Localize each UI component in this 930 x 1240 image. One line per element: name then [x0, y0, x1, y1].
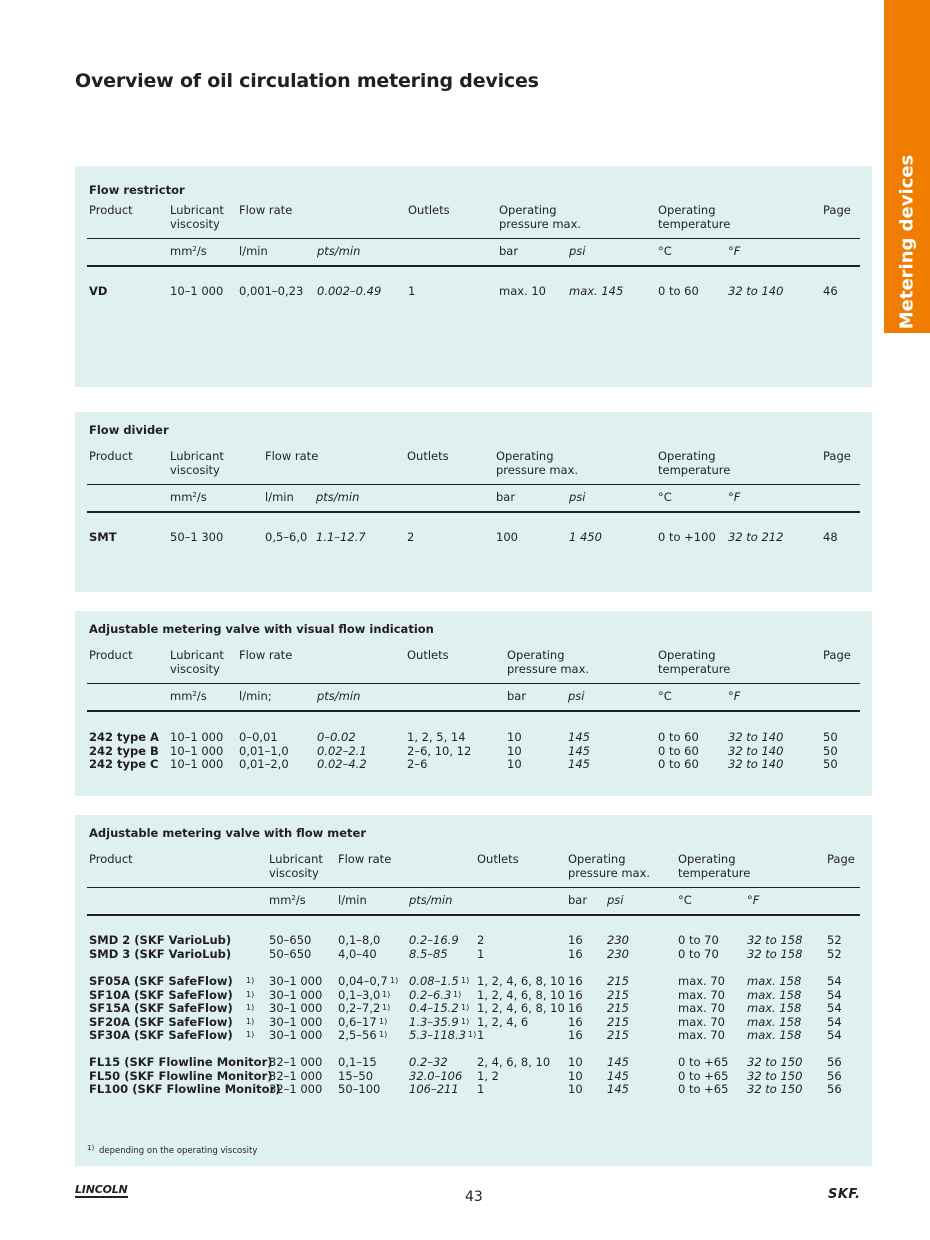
- product-name: SF10A (SKF SafeFlow): [89, 987, 233, 1002]
- footnote-mark: 1): [246, 989, 255, 999]
- column-header: Lubricant viscosity: [269, 852, 323, 880]
- product-name: 242 type B: [89, 743, 159, 758]
- unit-label: $mm^2/s$: [170, 490, 207, 504]
- table-cell: 0,01–2,0: [239, 757, 289, 771]
- footnote-mark: 1): [246, 976, 255, 985]
- table-cell: 0.2–6.3: [409, 987, 452, 1002]
- table-cell: 230: [607, 933, 629, 947]
- table-cell: 145: [568, 743, 590, 758]
- footnote-mark: 1): [379, 1016, 388, 1026]
- table-cell: 0.2–32: [409, 1055, 448, 1069]
- table-cell: 1, 2: [477, 1068, 499, 1083]
- table-cell: 30–1 000: [269, 1014, 323, 1029]
- column-header: Outlets: [407, 648, 449, 662]
- unit-label: bar: [499, 244, 519, 258]
- table-cell: 54: [827, 1028, 842, 1042]
- column-header: Operating temperature: [658, 648, 731, 676]
- unit-label: bar: [568, 893, 588, 907]
- unit-label: l/min: [239, 244, 268, 258]
- unit-label: $mm^2/s$: [170, 689, 207, 703]
- panel-title: Adjustable metering valve with flow meter: [89, 826, 367, 840]
- table-cell: 100: [496, 530, 518, 544]
- skf-logo: SKF.: [828, 1187, 861, 1202]
- product-name: VD: [89, 284, 108, 298]
- column-header: Product: [89, 852, 133, 866]
- unit-label: pts/min: [316, 490, 360, 504]
- table-cell: 54: [827, 987, 842, 1002]
- flow-restrictor-panel: [75, 166, 872, 387]
- table-cell: 0.2–16.9: [409, 933, 459, 947]
- footnote-mark: 1): [468, 1030, 477, 1039]
- table-cell: 32 to 150: [747, 1055, 803, 1069]
- table-cell: 215: [607, 1028, 629, 1042]
- table-cell: 1: [477, 946, 485, 961]
- column-header: Operating pressure max.: [507, 648, 590, 676]
- table-cell: 32 to 140: [728, 757, 784, 771]
- column-header: Page: [827, 852, 855, 866]
- panel-title: Flow divider: [89, 423, 169, 437]
- table-cell: 1, 2, 5, 14: [407, 730, 466, 744]
- table-cell: 30–1 000: [269, 1028, 323, 1042]
- column-header: Flow rate: [338, 852, 392, 866]
- product-name: SMD 3 (SKF VarioLub): [89, 946, 232, 961]
- table-cell: 32–1 000: [269, 1068, 323, 1083]
- table-cell: 1.3–35.9: [409, 1014, 459, 1029]
- visual-flow-valve-panel: [75, 611, 872, 796]
- column-header: Product: [89, 449, 133, 463]
- table-cell: 1, 2, 4, 6: [477, 1014, 529, 1029]
- table-cell: 0,001–0,23: [239, 284, 304, 298]
- table-cell: 10–1 000: [170, 730, 224, 744]
- table-cell: 0 to +65: [678, 1055, 729, 1069]
- column-header: Product: [89, 648, 133, 662]
- table-cell: 0 to 60: [658, 730, 699, 744]
- table-cell: 16: [568, 1001, 583, 1015]
- table-cell: max. 158: [747, 987, 802, 1002]
- column-header: Flow rate: [265, 449, 319, 463]
- table-cell: 16: [568, 974, 583, 988]
- column-header: Flow rate: [239, 203, 293, 217]
- table-cell: 10: [507, 743, 522, 758]
- column-header: Product: [89, 203, 133, 217]
- table-cell: 0 to 70: [678, 933, 719, 947]
- table-cell: 10–1 000: [170, 284, 224, 298]
- header-rule: [87, 238, 860, 239]
- table-cell: 0.08–1.5: [409, 974, 459, 988]
- flow-meter-valve-panel: [75, 815, 872, 1166]
- column-header: Page: [823, 449, 851, 463]
- flow-divider-panel: [75, 412, 872, 592]
- unit-label: °F: [728, 490, 741, 504]
- table-cell: 1 450: [569, 530, 602, 544]
- table-cell: 30–1 000: [269, 987, 323, 1002]
- table-cell: 10–1 000: [170, 757, 224, 771]
- table-cell: 32 to 140: [728, 284, 784, 298]
- unit-label: l/min;: [239, 689, 272, 703]
- product-name: FL100 (SKF Flowline Monitor): [89, 1082, 281, 1096]
- table-cell: 10–1 000: [170, 743, 224, 758]
- table-cell: 215: [607, 974, 629, 988]
- table-cell: 0.002–0.49: [317, 284, 382, 298]
- table-cell: 0 to 60: [658, 284, 699, 298]
- table-cell: 145: [607, 1082, 629, 1096]
- unit-label: pts/min: [409, 893, 453, 907]
- product-name: SF15A (SKF SafeFlow): [89, 1001, 233, 1015]
- table-cell: 0.02–4.2: [317, 757, 367, 771]
- unit-label: bar: [507, 689, 527, 703]
- table-cell: 32–1 000: [269, 1082, 323, 1096]
- column-header: Lubricant viscosity: [170, 449, 224, 477]
- header-rule: [87, 484, 860, 485]
- table-cell: 215: [607, 1001, 629, 1015]
- footnote-mark: 1): [461, 1003, 470, 1012]
- column-header: Operating temperature: [678, 852, 751, 880]
- table-cell: 0.4–15.2: [409, 1001, 459, 1015]
- unit-label: °F: [728, 689, 741, 703]
- product-name: SMT: [89, 530, 117, 544]
- table-cell: 50–100: [338, 1082, 381, 1096]
- table-cell: 32 to 150: [747, 1082, 803, 1096]
- table-cell: 0–0.02: [317, 730, 356, 744]
- unit-label: pts/min: [317, 689, 361, 703]
- footnote-mark: 1): [461, 1016, 470, 1026]
- table-cell: 215: [607, 1014, 629, 1029]
- header-rule-thick: [87, 511, 860, 513]
- table-cell: 30–1 000: [269, 974, 323, 988]
- table-cell: 1, 2, 4, 6, 8, 10: [477, 974, 565, 988]
- unit-label: °F: [747, 893, 760, 907]
- table-cell: 10: [507, 757, 522, 771]
- table-cell: 50–650: [269, 933, 312, 947]
- unit-label: °C: [658, 689, 672, 703]
- header-rule: [87, 887, 860, 888]
- footnote-text: depending on the operating viscosity: [99, 1146, 258, 1156]
- table-cell: max. 70: [678, 987, 725, 1002]
- table-cell: 0 to 60: [658, 743, 699, 758]
- column-header: Outlets: [477, 852, 519, 866]
- unit-label: $mm^2/s$: [170, 244, 207, 258]
- table-cell: 16: [568, 933, 583, 947]
- table-cell: max. 158: [747, 1028, 802, 1042]
- footnote-mark: 1): [461, 976, 470, 985]
- table-cell: 54: [827, 974, 842, 988]
- table-cell: 215: [607, 987, 629, 1002]
- unit-label: psi: [607, 893, 624, 907]
- table-cell: 15–50: [338, 1068, 374, 1083]
- table-cell: 2,5–56: [338, 1028, 377, 1042]
- table-cell: 0,5–6,0: [265, 530, 308, 544]
- header-rule-thick: [87, 265, 860, 267]
- product-name: SMD 2 (SKF VarioLub): [89, 933, 232, 947]
- column-header: Lubricant viscosity: [170, 203, 224, 231]
- table-cell: 0–0,01: [239, 730, 278, 744]
- column-header: Operating pressure max.: [499, 203, 582, 231]
- table-cell: 0,01–1,0: [239, 743, 289, 758]
- product-name: SF30A (SKF SafeFlow): [89, 1028, 233, 1042]
- table-cell: 0.02–2.1: [317, 743, 367, 758]
- table-cell: 2, 4, 6, 8, 10: [477, 1055, 551, 1069]
- table-cell: 56: [827, 1082, 842, 1096]
- table-cell: max. 158: [747, 974, 802, 988]
- section-tab: [884, 0, 930, 333]
- product-name: SF05A (SKF SafeFlow): [89, 974, 233, 988]
- table-cell: 0,1–3,0: [338, 987, 381, 1002]
- table-cell: 230: [607, 946, 629, 961]
- table-cell: 0 to +65: [678, 1082, 729, 1096]
- panel-title: Flow restrictor: [89, 183, 185, 197]
- section-tab-label: Metering devices: [896, 154, 918, 330]
- table-cell: 32 to 140: [728, 730, 784, 744]
- product-name: 242 type C: [89, 757, 159, 771]
- table-cell: 0 to +65: [678, 1068, 729, 1083]
- table-cell: 32 to 212: [728, 530, 784, 544]
- column-header: Operating temperature: [658, 203, 731, 231]
- table-cell: max. 158: [747, 1014, 802, 1029]
- footnote-mark: 1): [379, 1030, 388, 1039]
- table-cell: 32–1 000: [269, 1055, 323, 1069]
- unit-label: $mm^2/s$: [269, 893, 306, 907]
- column-header: Outlets: [408, 203, 450, 217]
- product-name: SF20A (SKF SafeFlow): [89, 1014, 233, 1029]
- column-header: Flow rate: [239, 648, 293, 662]
- unit-label: °C: [658, 490, 672, 504]
- footnote-mark: 1): [246, 1030, 255, 1039]
- table-cell: 54: [827, 1014, 842, 1029]
- table-cell: 145: [568, 730, 590, 744]
- column-header: Operating temperature: [658, 449, 731, 477]
- page-title: Overview of oil circulation metering devices: [75, 70, 539, 92]
- table-cell: 52: [827, 946, 842, 961]
- unit-label: l/min: [265, 490, 294, 504]
- column-header: Page: [823, 648, 851, 662]
- table-cell: max. 10: [499, 284, 546, 298]
- table-cell: 50: [823, 730, 838, 744]
- footnote-mark: 1): [246, 1016, 255, 1026]
- table-cell: 2: [477, 933, 485, 947]
- table-cell: 48: [823, 530, 838, 544]
- table-cell: 50–1 300: [170, 530, 224, 544]
- panel-title: Adjustable metering valve with visual flow indication: [89, 622, 434, 636]
- table-cell: 46: [823, 284, 838, 298]
- header-rule-thick: [87, 914, 860, 916]
- table-cell: 56: [827, 1068, 842, 1083]
- unit-label: °C: [678, 893, 692, 907]
- product-name: 242 type A: [89, 730, 159, 744]
- table-cell: 10: [507, 730, 522, 744]
- column-header: Outlets: [407, 449, 449, 463]
- column-header: Operating pressure max.: [496, 449, 579, 477]
- table-cell: 145: [607, 1055, 629, 1069]
- table-cell: 145: [607, 1068, 629, 1083]
- table-cell: max. 70: [678, 1028, 725, 1042]
- footnote-mark: 1): [382, 989, 391, 999]
- table-cell: 1, 2, 4, 6, 8, 10: [477, 1001, 565, 1015]
- table-cell: 32 to 150: [747, 1068, 803, 1083]
- table-cell: 32 to 158: [747, 933, 803, 947]
- table-cell: 10: [568, 1068, 583, 1083]
- table-cell: 0,04–0,7: [338, 974, 388, 988]
- table-cell: 0 to 70: [678, 946, 719, 961]
- footnote-mark: 1): [382, 1003, 391, 1012]
- footnote-mark: 1): [87, 1144, 95, 1152]
- table-cell: 50–650: [269, 946, 312, 961]
- table-cell: 54: [827, 1001, 842, 1015]
- product-name: FL50 (SKF Flowline Monitor): [89, 1068, 273, 1083]
- table-cell: 2: [407, 530, 415, 544]
- table-cell: 32.0–106: [409, 1068, 463, 1083]
- table-cell: 2–6: [407, 757, 428, 771]
- table-cell: 1, 2, 4, 6, 8, 10: [477, 987, 565, 1002]
- page-number: 43: [465, 1189, 483, 1205]
- footnote-mark: 1): [390, 976, 399, 985]
- unit-label: l/min: [338, 893, 367, 907]
- table-cell: 1.1–12.7: [316, 530, 366, 544]
- table-cell: max. 70: [678, 974, 725, 988]
- column-header: Page: [823, 203, 851, 217]
- table-cell: 30–1 000: [269, 1001, 323, 1015]
- header-rule: [87, 683, 860, 684]
- table-cell: 5.3–118.3: [409, 1028, 466, 1042]
- unit-label: psi: [569, 244, 586, 258]
- table-cell: 0,1–8,0: [338, 933, 381, 947]
- table-cell: 8.5–85: [409, 946, 448, 961]
- table-cell: 16: [568, 1014, 583, 1029]
- table-cell: 106–211: [409, 1082, 459, 1096]
- table-cell: 16: [568, 1028, 583, 1042]
- header-rule-thick: [87, 710, 860, 712]
- footnote-mark: 1): [246, 1003, 255, 1012]
- footnote-mark: 1): [453, 989, 462, 999]
- table-cell: 50: [823, 757, 838, 771]
- table-cell: 1: [408, 284, 416, 298]
- unit-label: °C: [658, 244, 672, 258]
- table-cell: max. 145: [569, 284, 624, 298]
- table-cell: 1: [477, 1028, 485, 1042]
- unit-label: psi: [569, 490, 586, 504]
- lincoln-logo: LINCOLN: [75, 1183, 128, 1196]
- table-cell: 4,0–40: [338, 946, 377, 961]
- table-cell: 10: [568, 1082, 583, 1096]
- table-cell: 0,1–15: [338, 1055, 377, 1069]
- table-cell: 0,2–7,2: [338, 1001, 381, 1015]
- table-cell: 2–6, 10, 12: [407, 743, 472, 758]
- table-cell: max. 70: [678, 1014, 725, 1029]
- product-name: FL15 (SKF Flowline Monitor): [89, 1055, 273, 1069]
- column-header: Operating pressure max.: [568, 852, 651, 880]
- table-cell: max. 158: [747, 1001, 802, 1015]
- table-cell: 0 to 60: [658, 757, 699, 771]
- table-cell: 32 to 140: [728, 743, 784, 758]
- unit-label: psi: [568, 689, 585, 703]
- table-cell: 16: [568, 987, 583, 1002]
- table-cell: 0,6–17: [338, 1014, 377, 1029]
- table-cell: 32 to 158: [747, 946, 803, 961]
- table-cell: 0 to +100: [658, 530, 716, 544]
- unit-label: bar: [496, 490, 516, 504]
- table-cell: 52: [827, 933, 842, 947]
- table-cell: 10: [568, 1055, 583, 1069]
- table-cell: 50: [823, 743, 838, 758]
- unit-label: pts/min: [317, 244, 361, 258]
- table-cell: max. 70: [678, 1001, 725, 1015]
- unit-label: °F: [728, 244, 741, 258]
- column-header: Lubricant viscosity: [170, 648, 224, 676]
- table-cell: 16: [568, 946, 583, 961]
- table-cell: 56: [827, 1055, 842, 1069]
- table-cell: 145: [568, 757, 590, 771]
- table-cell: 1: [477, 1082, 485, 1096]
